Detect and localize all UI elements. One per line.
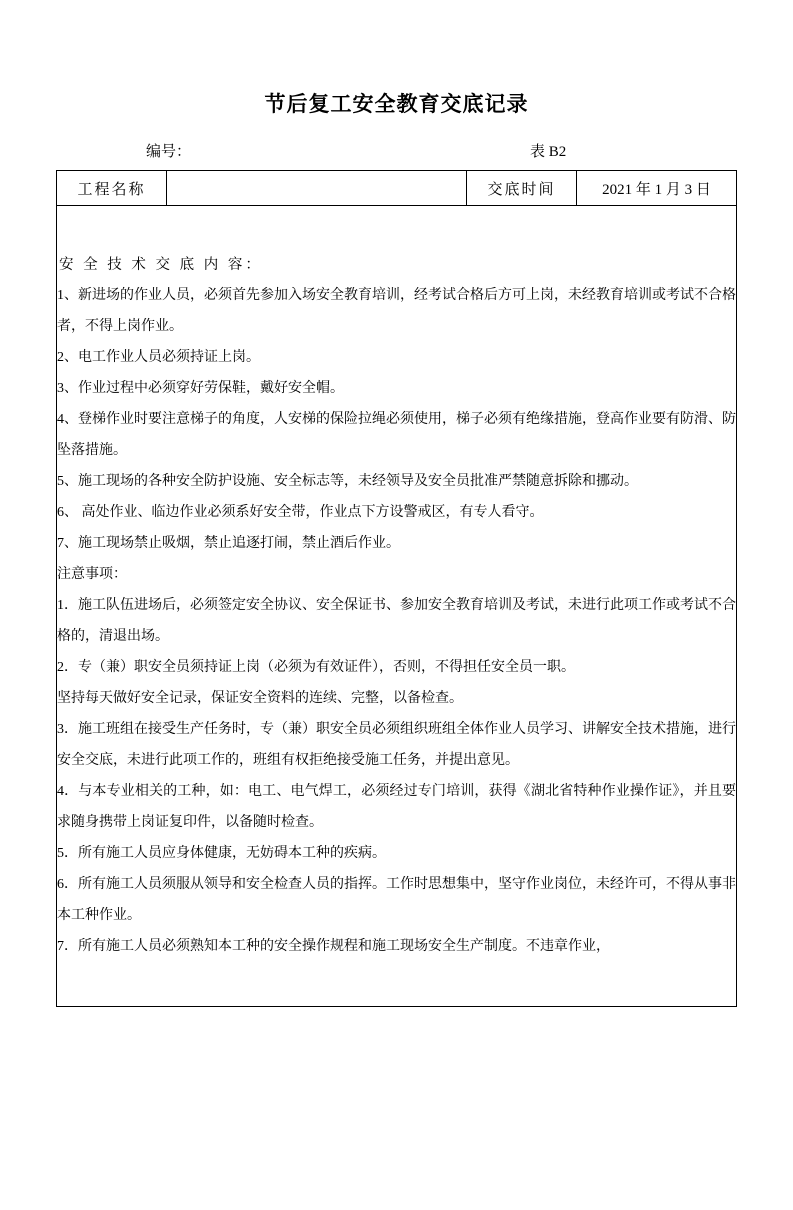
document-page bbox=[0, 88, 793, 1210]
table-row bbox=[57, 171, 737, 206]
content-paragraph: 6．所有施工人员须服从领导和安全检查人员的指挥。工作时思想集中，坚守作业岗位，未经许可，不得从事非本工种作业。 bbox=[57, 876, 736, 923]
record-table bbox=[56, 170, 737, 1007]
subheader-row bbox=[60, 140, 733, 162]
content-heading: 安 全 技 术 交 底 内 容： bbox=[59, 256, 263, 273]
content-paragraph: 1、新进场的作业人员，必须首先参加入场安全教育培训，经考试合格后方可上岗，未经教育培训或考试不合格者，不得上岗作业。 bbox=[57, 287, 736, 334]
content-paragraph: 坚持每天做好安全记录，保证安全资料的连续、完整，以备检查。 bbox=[57, 690, 463, 706]
date-label: 交底时间 bbox=[467, 171, 577, 206]
content-paragraph: 7．所有施工人员必须熟知本工种的安全操作规程和施工现场安全生产制度。不违章作业， bbox=[57, 938, 610, 954]
content-paragraph: 4．与本专业相关的工种，如：电工、电气焊工，必须经过专门培训，获得《湖北省特种作业操作证》，并且要求随身携带上岗证复印件，以备随时检查。 bbox=[57, 783, 736, 830]
content-paragraph: 1．施工队伍进场后，必须签定安全协议、安全保证书、参加安全教育培训及考试，未进行此项工作或考试不合格的，清退出场。 bbox=[57, 597, 736, 644]
record-code-label: 编号： bbox=[146, 144, 192, 160]
date-value[interactable]: 2021 年 1 月 3 日 bbox=[577, 171, 737, 206]
content-paragraph: 5．所有施工人员应身体健康，无妨碍本工种的疾病。 bbox=[57, 845, 386, 861]
content-cell bbox=[57, 206, 737, 1007]
content-paragraph: 7、施工现场禁止吸烟，禁止追逐打闹，禁止酒后作业。 bbox=[57, 535, 400, 551]
content-paragraph: 2、电工作业人员必须持证上岗。 bbox=[57, 349, 260, 365]
content-paragraph: 4、登梯作业时要注意梯子的角度，人安梯的保险拉绳必须使用，梯子必须有绝缘措施，登高作业要有防滑、防坠落措施。 bbox=[57, 411, 736, 458]
page-title: 节后复工安全教育交底记录 bbox=[264, 93, 529, 116]
content-paragraph: 6、 高处作业、临边作业必须系好安全带，作业点下方设警戒区，有专人看守。 bbox=[57, 504, 544, 520]
table-row bbox=[57, 206, 737, 1007]
project-name-value[interactable] bbox=[167, 171, 467, 206]
content-paragraph: 3、作业过程中必须穿好劳保鞋，戴好安全帽。 bbox=[57, 380, 344, 396]
content-paragraph: 2．专（兼）职安全员须持证上岗（必须为有效证件），否则，不得担任安全员一职。 bbox=[57, 659, 575, 675]
content-paragraph: 5、施工现场的各种安全防护设施、安全标志等，未经领导及安全员批准严禁随意拆除和挪动。 bbox=[57, 473, 638, 489]
project-name-label: 工程名称 bbox=[57, 171, 167, 206]
form-number-label: 表 B2 bbox=[530, 144, 567, 160]
notes-heading: 注意事项： bbox=[57, 566, 127, 582]
content-paragraph: 3．施工班组在接受生产任务时，专（兼）职安全员必须组织班组全体作业人员学习、讲解安全技术措施，进行安全交底，未进行此项工作的，班组有权拒绝接受施工任务，并提出意见。 bbox=[57, 721, 736, 768]
